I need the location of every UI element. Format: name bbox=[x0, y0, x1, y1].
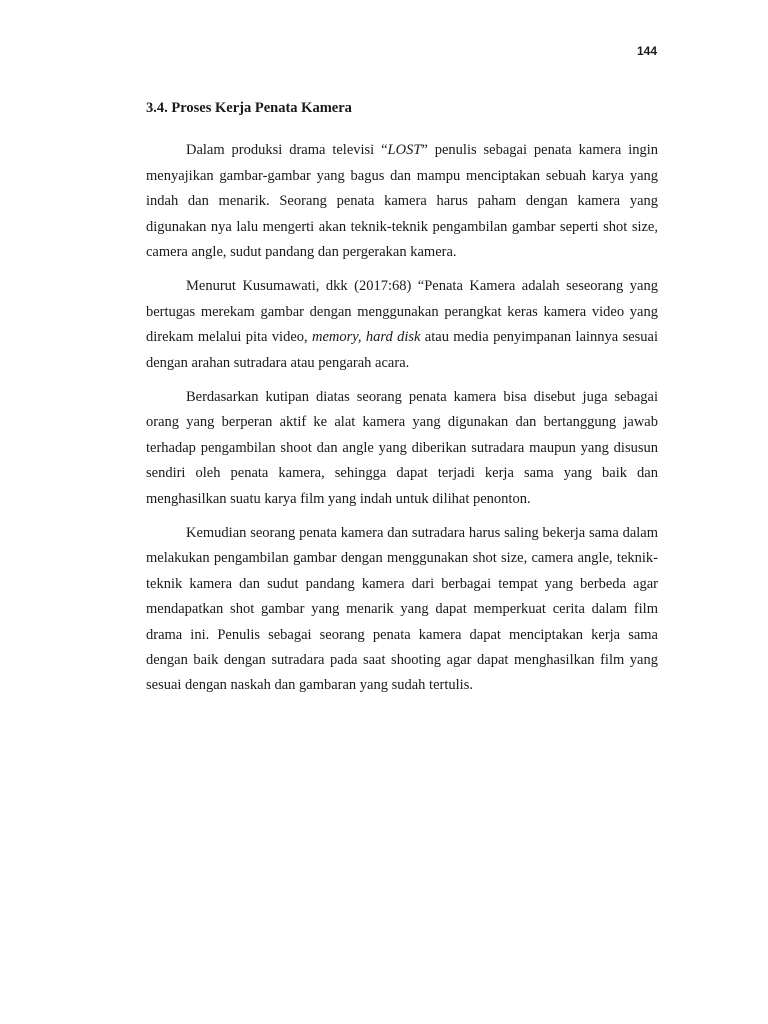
paragraph-2-italic-terms: memory, hard disk bbox=[311, 329, 421, 346]
paragraph-2-text-start: Menurut Kusumawati, dkk (2017:68) “Penata Kamera adalah seseorang yang bertugas merekam gambar dengan menggunakan perangkat keras kamera video yang direkam melalui pita video, bbox=[146, 278, 658, 346]
paragraph-1-italic-title: LOST bbox=[387, 142, 422, 159]
paragraph-1 bbox=[146, 138, 658, 265]
section-heading: 3.4. Proses Kerja Penata Kamera bbox=[146, 100, 352, 116]
page-number: 144 bbox=[636, 44, 657, 58]
page-content bbox=[146, 98, 658, 708]
paragraph-2-text-end: atau media penyimpanan lainnya sesuai dengan arahan sutradara atau pengarah acara. bbox=[146, 329, 658, 371]
paragraph-1-text-end: ” penulis sebagai penata kamera ingin menyajikan gambar-gambar yang bagus dan mampu menciptakan sebuah karya yang indah dan menarik. Seorang penata kamera harus paham dengan kamera yang digunakan nya lalu mengerti akan teknik-teknik pengambilan gambar seperti shot size, camera angle, sudut pandang dan pergerakan kamera. bbox=[146, 142, 659, 260]
paragraph-3: Berdasarkan kutipan diatas seorang penata kamera bisa disebut juga sebagai orang yang berperan aktif ke alat kamera yang digunakan dan bertanggung jawab terhadap pengambilan shoot dan angle yang diberikan sutradara maupun yang disusun sendiri oleh penata kamera, sehingga dapat terjadi kerja sama yang baik dan menghasilkan suatu karya film yang indah untuk dilihat penonton. bbox=[146, 388, 658, 507]
paragraph-4: Kemudian seorang penata kamera dan sutradara harus saling bekerja sama dalam melakukan pengambilan gambar dengan menggunakan shot size, camera angle, teknik-teknik kamera dan sudut pandang kamera dari berbagai tempat yang berbeda agar mendapatkan shot gambar yang menarik yang dapat memperkuat cerita dalam film drama ini. Penulis sebagai seorang penata kamera dapat menciptakan kerja sama dengan baik dengan sutradara pada saat shooting agar dapat menghasilkan film yang sesuai dengan naskah dan gambaran yang sudah tertulis. bbox=[146, 524, 658, 694]
paragraph-2 bbox=[146, 274, 658, 376]
paragraph-1-text-start: Dalam produksi drama televisi “ bbox=[186, 142, 388, 159]
